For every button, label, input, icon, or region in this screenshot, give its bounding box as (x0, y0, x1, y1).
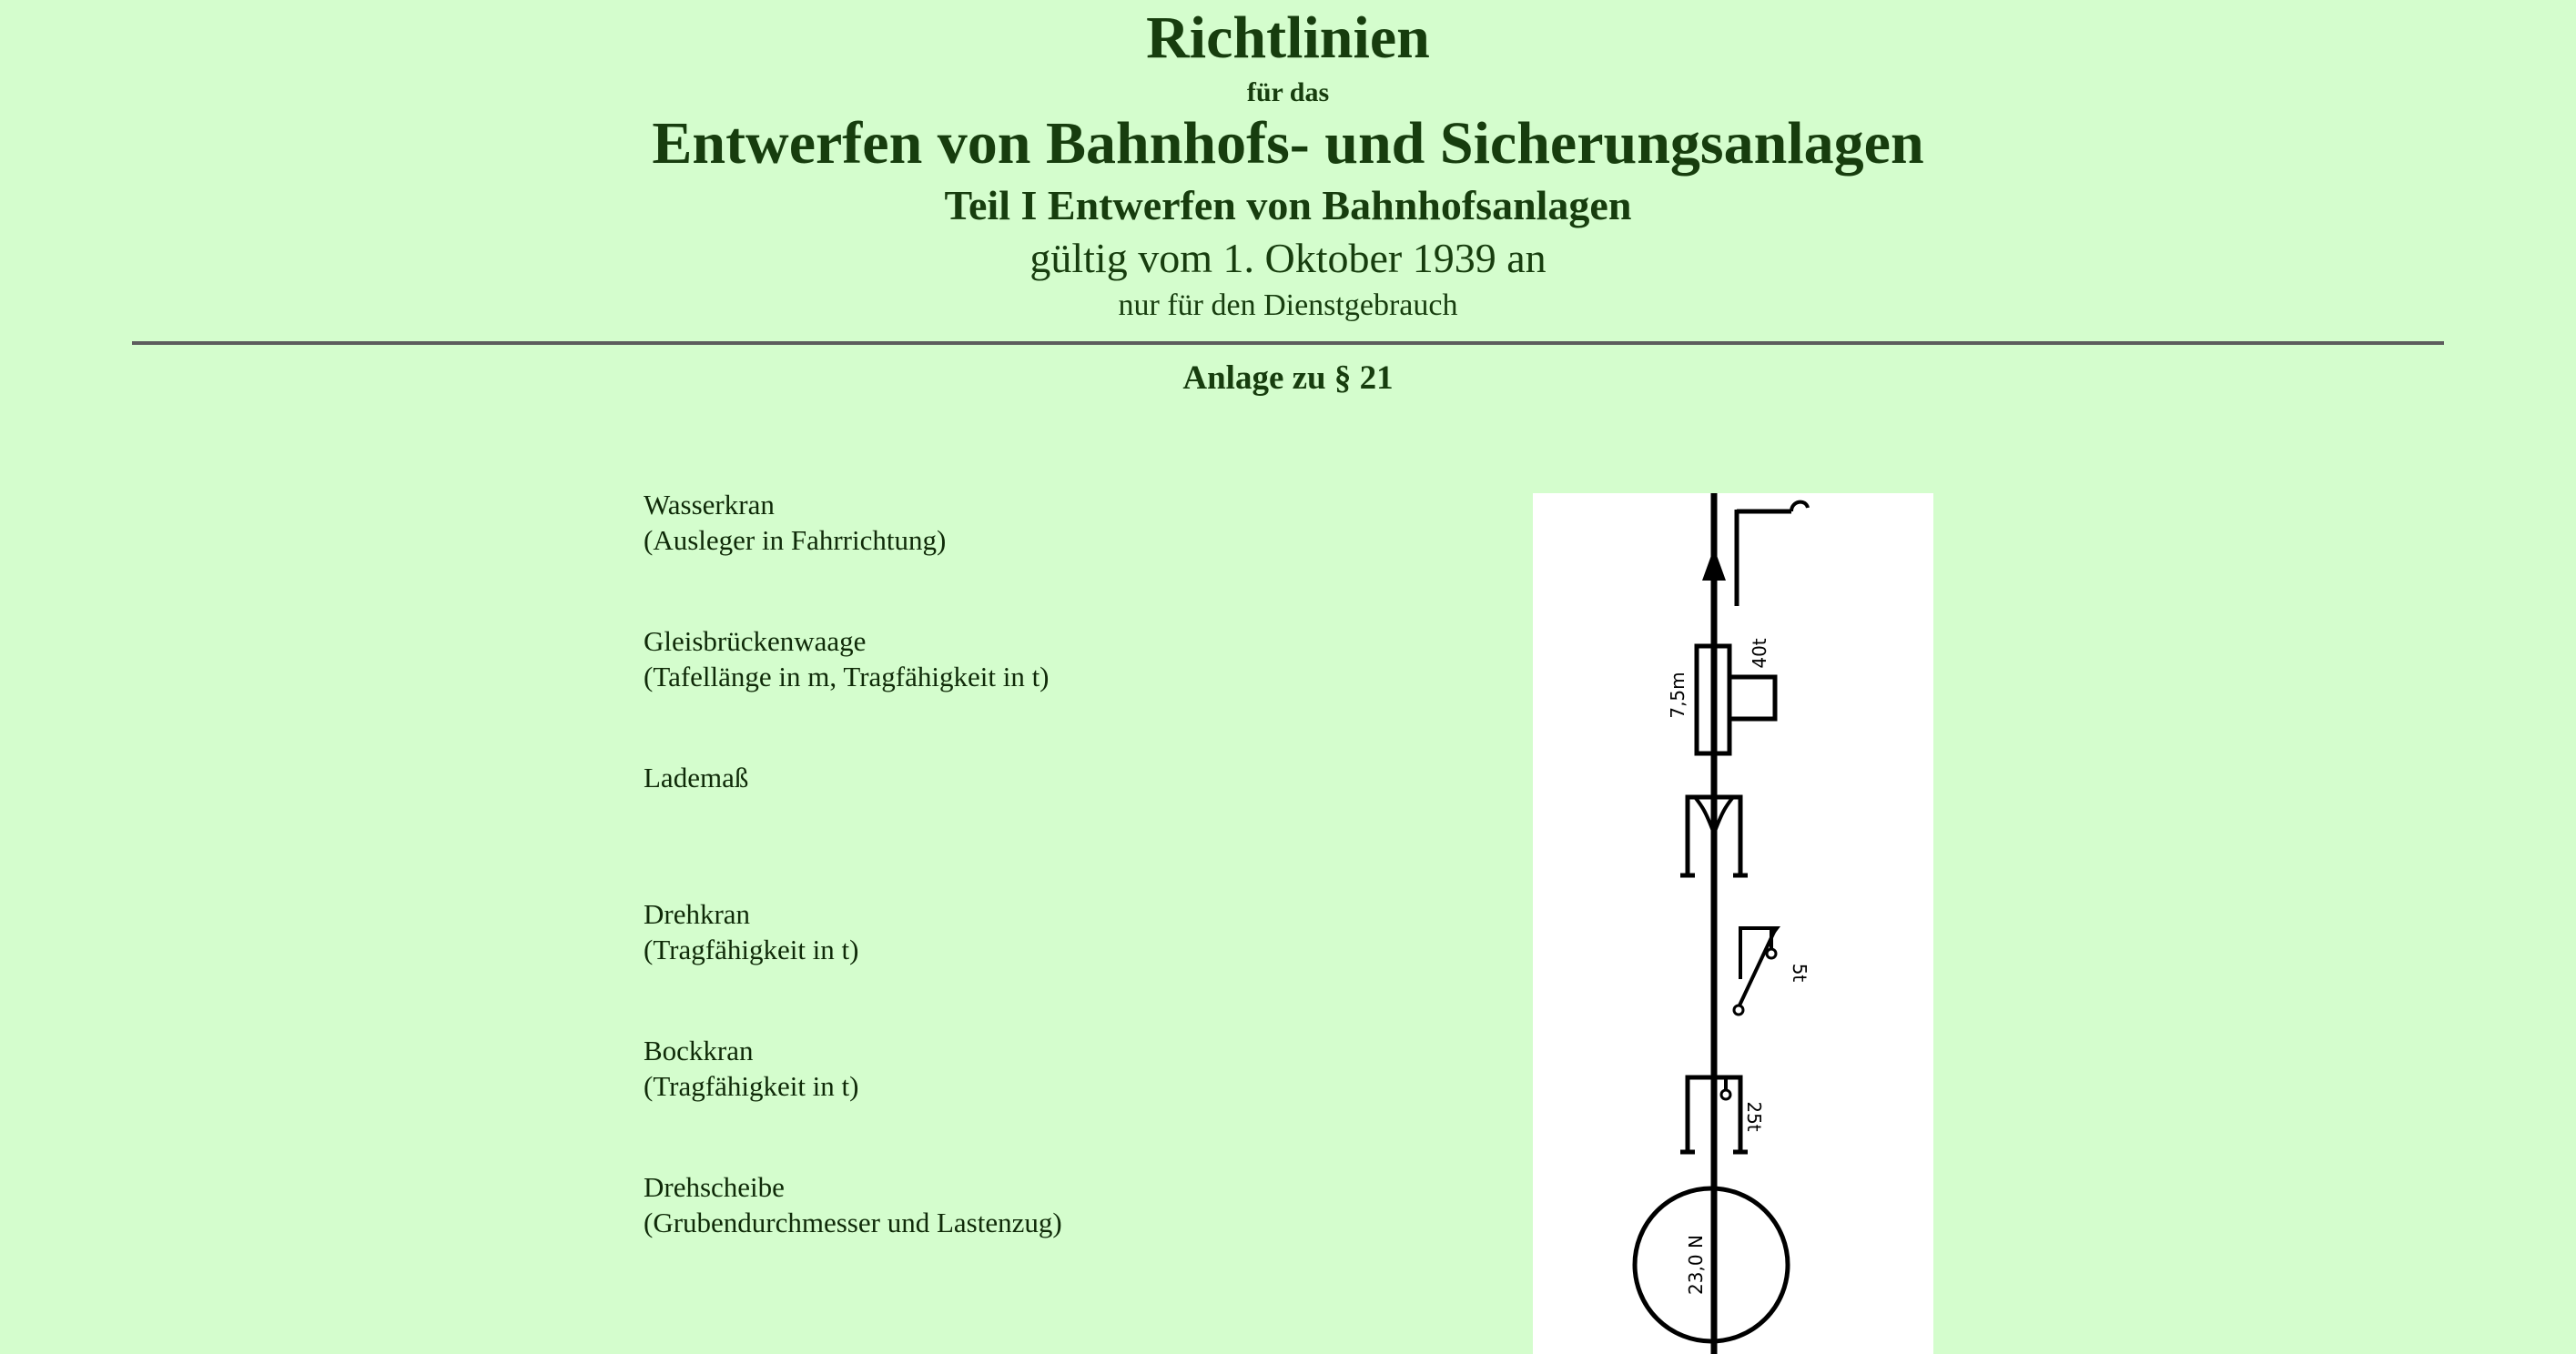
document-title: Richtlinien (1146, 5, 1430, 71)
document-part: Teil I Entwerfen von Bahnhofsanlagen (944, 182, 1632, 228)
legend-item-note: (Tragfähigkeit in t) (644, 1070, 859, 1102)
annex-heading: Anlage zu § 21 (1182, 359, 1394, 397)
legend-item-drehkran (644, 896, 858, 967)
legend-item-name: Gleisbrückenwaage (644, 625, 867, 657)
document-subtitle-small: für das (1246, 77, 1330, 107)
header-divider (132, 341, 2444, 345)
direction-arrow-icon (1702, 548, 1726, 581)
document-restriction: nur für den Dienstgebrauch (1118, 288, 1458, 322)
legend-item-note: (Tafellänge in m, Tragfähigkeit in t) (644, 661, 1050, 692)
legend-item-bockkran (644, 1033, 858, 1104)
legend-item-name: Wasserkran (644, 489, 775, 520)
track-scale-symbol (1667, 638, 1775, 753)
legend-item-drehscheibe (644, 1169, 1062, 1240)
gantry-crane-symbol (1680, 1077, 1765, 1152)
legend-item-wasserkran (644, 487, 946, 558)
scale-capacity-label: 40t (1749, 638, 1770, 669)
legend-item-name: Drehkran (644, 898, 751, 930)
legend-item-note: (Tragfähigkeit in t) (644, 934, 859, 965)
scale-length-label: 7,5m (1667, 672, 1689, 719)
symbol-diagram (1533, 493, 1933, 1354)
symbol-diagram-svg (1533, 493, 1933, 1354)
turntable-label: 23,0 N (1685, 1235, 1707, 1295)
document-validity: gültig vom 1. Oktober 1939 an (1029, 235, 1547, 281)
legend-item-name: Lademaß (644, 762, 749, 793)
legend-item-name: Bockkran (644, 1035, 754, 1066)
legend-item-name: Drehscheibe (644, 1171, 785, 1203)
legend-item-note: (Ausleger in Fahrrichtung) (644, 524, 947, 556)
crane-capacity-label: 5t (1789, 963, 1810, 983)
legend-item-gleisbrueckenwaage (644, 623, 1050, 694)
document-main-title: Entwerfen von Bahnhofs- und Sicherungsanlagen (652, 110, 1924, 177)
rotary-crane-symbol (1734, 928, 1810, 1015)
legend-item-lademass (644, 760, 748, 795)
gantry-capacity-label: 25t (1743, 1101, 1765, 1132)
legend-item-note: (Grubendurchmesser und Lastenzug) (644, 1207, 1062, 1238)
water-crane-symbol (1702, 502, 1808, 606)
